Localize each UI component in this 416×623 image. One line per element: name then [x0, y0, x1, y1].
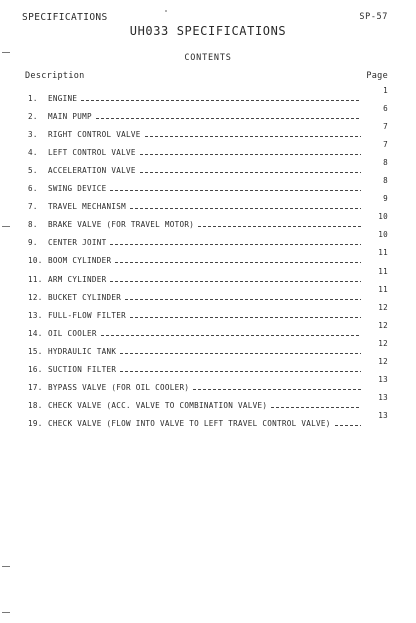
entry-label: SUCTION FILTER: [48, 364, 117, 374]
entry-number: 4.: [28, 148, 38, 158]
entry-label: RIGHT CONTROL VALVE: [48, 130, 141, 140]
entry-number: 17.: [28, 382, 43, 392]
entry-page-number: 11: [378, 266, 388, 276]
toc-entry: [0, 266, 416, 293]
margin-mark: [2, 566, 10, 567]
entry-page-number: 13: [378, 392, 388, 402]
entry-label: CHECK VALVE (ACC. VALVE TO COMBINATION VALVE): [48, 400, 268, 410]
entry-page-number: 13: [378, 410, 388, 420]
entry-number: 7.: [28, 202, 38, 212]
toc-entry: [0, 410, 416, 437]
description-column-header: Description: [25, 71, 85, 81]
entry-label: BRAKE VALVE (FOR TRAVEL MOTOR): [48, 220, 195, 230]
toc-entry: [0, 392, 416, 419]
dot-leader: [125, 299, 361, 300]
toc-entry: [0, 122, 416, 148]
entry-number: 19.: [28, 418, 43, 428]
dot-leader: [110, 281, 361, 282]
toc-entry: [0, 374, 416, 401]
entry-label: TRAVEL MECHANISM: [48, 202, 126, 212]
entry-number: 18.: [28, 400, 43, 410]
page-code: SP-57: [359, 12, 388, 22]
dot-leader: [81, 100, 361, 101]
entry-label: BYPASS VALVE (FOR OIL COOLER): [48, 382, 190, 392]
entry-page-number: 11: [378, 248, 388, 258]
dot-leader: [110, 190, 361, 191]
dot-leader: [120, 371, 361, 372]
dot-leader: [140, 154, 361, 155]
entry-label: BUCKET CYLINDER: [48, 292, 122, 302]
entry-page-number: 8: [383, 158, 388, 168]
toc-entry: [0, 86, 416, 112]
entry-number: 15.: [28, 346, 43, 356]
entry-page-number: 7: [383, 122, 388, 132]
toc-entry: [0, 230, 416, 256]
entry-label: CHECK VALVE (FLOW INTO VALVE TO LEFT TRAVEL CONTROL VALVE): [48, 418, 331, 428]
entry-number: 11.: [28, 274, 43, 284]
entry-label: CENTER JOINT: [48, 238, 107, 248]
entry-page-number: 7: [383, 140, 388, 150]
dot-leader: [115, 262, 361, 263]
page-column-header: Page: [366, 71, 388, 81]
entry-number: 8.: [28, 220, 38, 230]
margin-mark: [2, 52, 10, 53]
dot-leader: [198, 226, 361, 227]
dot-leader: [120, 353, 361, 354]
entry-page-number: 10: [378, 230, 388, 240]
entry-label: ENGINE: [48, 94, 78, 103]
toc-entry: [0, 140, 416, 166]
entry-page-number: 13: [378, 374, 388, 384]
dot-leader: [140, 172, 361, 173]
entry-label: BOOM CYLINDER: [48, 256, 112, 266]
entry-number: 6.: [28, 184, 38, 194]
margin-mark: [2, 226, 10, 227]
entry-number: 16.: [28, 364, 43, 374]
toc-entry: [0, 104, 416, 130]
entry-number: 3.: [28, 130, 38, 140]
toc-entry: [0, 194, 416, 220]
entry-page-number: 12: [378, 320, 388, 330]
entry-label: OIL COOLER: [48, 328, 97, 338]
entry-number: 12.: [28, 292, 43, 302]
scan-speck: [165, 10, 167, 12]
entry-page-number: 8: [383, 176, 388, 186]
entry-label: LEFT CONTROL VALVE: [48, 148, 136, 158]
toc-entry: [0, 356, 416, 383]
entry-number: 1.: [28, 94, 38, 103]
toc-entry: [0, 320, 416, 347]
entry-number: 10.: [28, 256, 43, 266]
dot-leader: [96, 118, 361, 119]
dot-leader: [335, 425, 361, 426]
entry-page-number: 6: [383, 104, 388, 114]
toc-entry: [0, 158, 416, 184]
dot-leader: [271, 407, 361, 408]
entry-label: FULL-FLOW FILTER: [48, 310, 126, 320]
toc-entry: [0, 248, 416, 274]
document-title: UH033 SPECIFICATIONS: [129, 24, 287, 38]
entry-page-number: 1: [383, 86, 388, 95]
entry-number: 2.: [28, 112, 38, 122]
toc-entry: [0, 338, 416, 365]
entry-number: 13.: [28, 310, 43, 320]
entry-label: SWING DEVICE: [48, 184, 107, 194]
entry-page-number: 12: [378, 356, 388, 366]
dot-leader: [145, 136, 361, 137]
toc-entry: [0, 176, 416, 202]
entry-page-number: 12: [378, 338, 388, 348]
entry-number: 14.: [28, 328, 43, 338]
dot-leader: [101, 335, 361, 336]
entry-number: 5.: [28, 166, 38, 176]
dot-leader: [110, 244, 361, 245]
entry-label: ACCELERATION VALVE: [48, 166, 136, 176]
dot-leader: [130, 208, 361, 209]
toc-entry: [0, 284, 416, 311]
entry-page-number: 11: [378, 284, 388, 294]
entry-page-number: 9: [383, 194, 388, 204]
margin-mark: [2, 612, 10, 613]
entry-page-number: 10: [378, 212, 388, 222]
toc-entry: [0, 212, 416, 238]
contents-heading: CONTENTS: [184, 53, 232, 63]
entry-label: MAIN PUMP: [48, 112, 92, 122]
entry-page-number: 12: [378, 302, 388, 312]
running-header: SPECIFICATIONS: [22, 12, 108, 23]
entry-label: ARM CYLINDER: [48, 274, 107, 284]
dot-leader: [193, 389, 361, 390]
entry-label: HYDRAULIC TANK: [48, 346, 117, 356]
entry-number: 9.: [28, 238, 38, 248]
toc-entry: [0, 302, 416, 329]
dot-leader: [130, 317, 361, 318]
